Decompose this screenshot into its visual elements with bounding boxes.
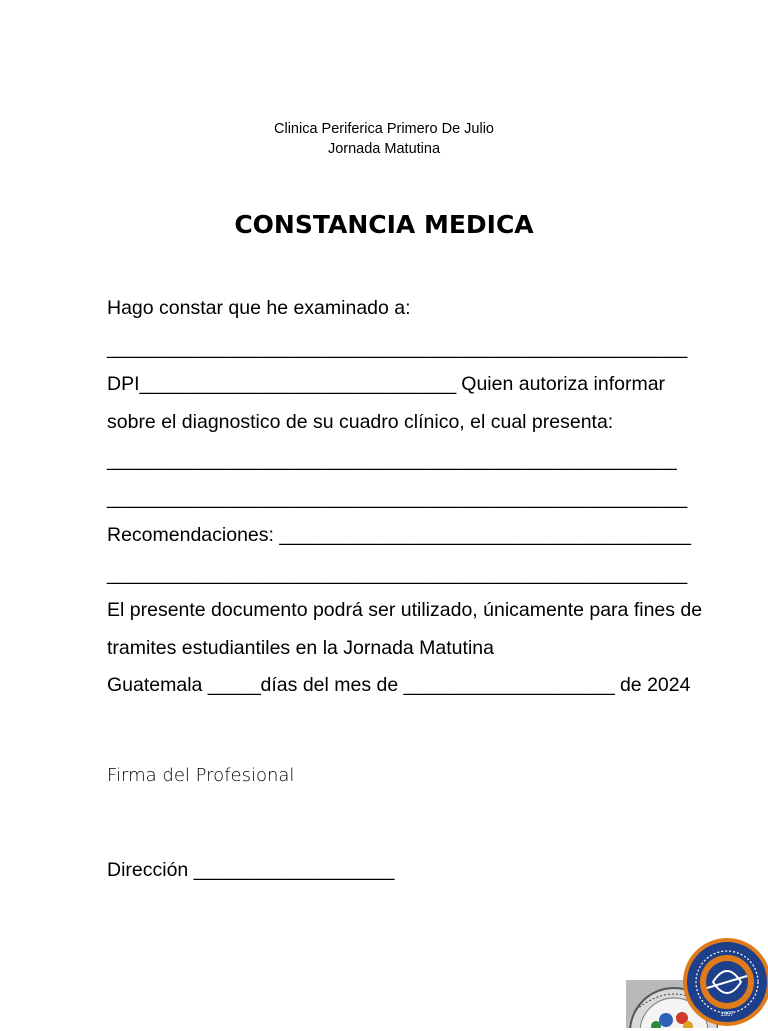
date-month-blank: ____________________ [403, 674, 615, 696]
date-month-text: días del mes de [260, 674, 404, 696]
usage-statement-1: El presente documento podrá ser utilizado, únicamente para fines de [107, 599, 703, 621]
document-title: CONSTANCIA MEDICA [234, 210, 534, 239]
svg-text:1957: 1957 [720, 1012, 734, 1018]
diagnosis-statement: sobre el diagnostico de su cuadro clínico, el cual presenta: [107, 411, 614, 433]
institution-seal-image [683, 938, 768, 1026]
date-days-blank: _____ [207, 674, 261, 696]
recommendations-line-2: _______________________________________________________ [107, 563, 687, 585]
recommendations-line [107, 524, 691, 547]
shift-name: Jornada Matutina [327, 141, 441, 157]
examined-statement: Hago constar que he examinado a: [107, 297, 411, 319]
diagnosis-line-1: ______________________________________________________ [107, 449, 677, 471]
date-city: Guatemala [107, 674, 208, 696]
institution-seal-icon [683, 938, 768, 1026]
dpi-label: DPI [107, 373, 140, 395]
clinic-name: Clinica Periferica Primero De Julio [274, 121, 494, 137]
direction-line [107, 859, 394, 882]
recommendations-blank: _______________________________________ [279, 524, 691, 546]
patient-name-line: _______________________________________________________ [107, 337, 687, 359]
usage-statement-2: tramites estudiantiles en la Jornada Matutina [107, 637, 494, 659]
direction-label: Dirección [107, 859, 194, 881]
dpi-line [107, 373, 665, 396]
date-line [107, 674, 690, 697]
signature-label: Firma del Profesional [107, 765, 295, 786]
recommendations-label: Recomendaciones: [107, 524, 280, 546]
dpi-blank: ______________________________ [139, 373, 456, 395]
diagnosis-line-2: _______________________________________________________ [107, 487, 687, 509]
date-year: de 2024 [614, 674, 691, 696]
dpi-authorization-text: Quien autoriza informar [455, 373, 666, 395]
direction-blank: ___________________ [193, 859, 395, 881]
